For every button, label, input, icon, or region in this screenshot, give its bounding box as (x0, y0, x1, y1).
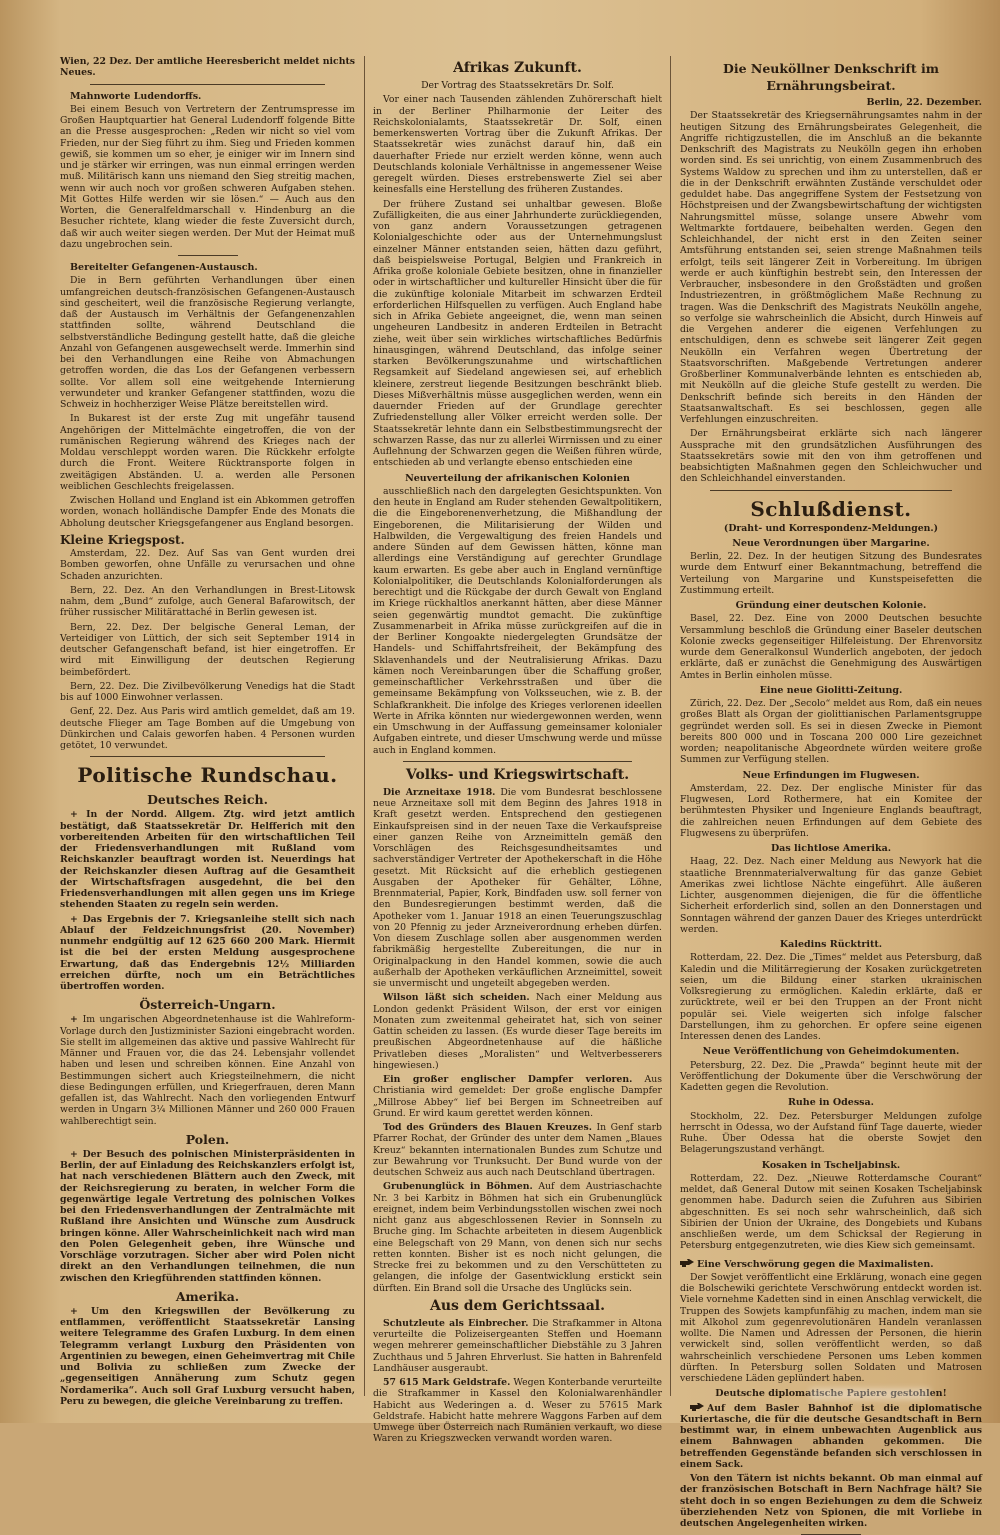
schluss-item-text: Stockholm, 22. Dez. Petersburger Meldungen zufolge herrscht in Odessa, wo der Aufstand fünf Tage dauerte, wieder Ruhe. Über Odessa hat die oberste Sowjet den Belagerungszustand verhängt. (680, 1110, 982, 1156)
divider (403, 761, 632, 762)
oesterreich-heading: Österreich-Ungarn. (139, 997, 276, 1013)
verschwoerung-body: Der Sowjet veröffentlicht eine Erklärung, wonach eine gegen die Bolschewiki gerichtete Verschwörung entdeckt worden ist. Viele vornehme Kadetten sind in einen Anschlag verwickelt, die Truppen des Sowjets kampfunfähig zu machen, indem man sie mit Alkohol zum gegenrevolutionären Handeln veranlassen wollte. Die Namen und Adressen der Personen, die hierin verwickelt sind, sollen veröffentlicht werden, so daß wahrscheinlich verschiedene Personen ums Leben kommen dürften. In Petersburg sollen Soldaten und Matrosen verschiedene Läden geplündert haben. (680, 1271, 982, 1384)
gefangenen-body-1: Die in Bern geführten Verhandlungen über einen umfangreichen deutsch-französischen Gefangenen-Austausch sind gescheitert, weil die französische Regierung verlangte, daß der Austausch im Verhältnis der Gefangenenzahlen stattfinden sollte, während Deutschland die selbstverständliche Bedingung gestellt hatte, daß die gleiche Anzahl von Gefangenen ausgewechselt werde. Immerhin sind bei den Verhandlungen eine Reihe von Abmachungen getroffen worden, die das Los der Gefangenen verbessern sollte. Vor allem soll eine weitgehende Internierung verwundeter und kranker Gefangener stattfinden, wozu die Schweiz in hochherziger Weise Plätze bereitstellen wird. (60, 275, 355, 410)
schluss-item-title: Neue Verordnungen über Margarine. (732, 537, 930, 549)
item-text: Wegen Konterbande verurteilte die Strafkammer in Kassel den Kolonialwarenhändler Habicht aus Wederingen a. d. Weser zu 57615 Mark Geldstrafe. Habicht hatte mehrere Waggons Farben auf dem Umwege über Österreich nach Rumänien verkauft, wo diese Waren zu Kriegszwecken verwandt worden waren. (373, 1377, 662, 1445)
item-lead: Grubenunglück in Böhmen. (383, 1181, 533, 1193)
schluss-item-title: Neue Veröffentlichung von Geheimdokumenten. (702, 1046, 960, 1058)
schluss-item-title: Kosaken in Tscheljabinsk. (761, 1159, 901, 1171)
item-lead: Schutzleute als Einbrecher. (383, 1317, 529, 1329)
papiere-body-text: Auf dem Basler Bahnhof ist die diplomatische Kuriertasche, die für die deutsche Gesandtschaft in Bern bestimmt war, in einem unbewachten Augenblick aus einem Bahnwagen abhanden gekommen. Die betreffenden Gegenstände befanden sich verschlossen in einem Sack. (680, 1402, 982, 1470)
item-lead: Ein großer englischer Dampfer verloren. (383, 1074, 633, 1085)
divider (90, 756, 325, 757)
kriegspost-item: Bern, 22. Dez. Der belgische General Leman, der Verteidiger von Lüttich, der sich seit September 1914 in deutscher Gefangenschaft befand, ist hier eingetroffen. Er wird mit Einwilligung der deutschen Regierung beimbefördert. (60, 621, 355, 678)
gericht-item (373, 1377, 662, 1445)
verschwoerung-heading (680, 1258, 982, 1270)
item-text: Nach einer Meldung aus London gedenkt Präsident Wilson, der erst vor einigen Monaten zum zweitenmal geheiratet hat, sich von seiner Gattin scheiden zu lassen. (Es wurde dieser Tage bereits im preußischen Abgeordnetenhause auf die häßliche Privatleben dieses „Moralisten“ und Weltverbesserers hingewiesen.) (373, 992, 662, 1071)
gefangenen-body-3: Zwischen Holland und England ist ein Abkommen getroffen worden, wonach holländische Dampfer Ende des Monats die Abholung deutscher Kriegsgefangener aus England besorgen. (60, 495, 355, 529)
denkschrift-body-1: Der Staatssekretär des Kriegsernährungsamtes nahm in der heutigen Sitzung des Ernährungsbeirates Gelegenheit, die Angriffe richtigzustellen, die im Anschluß an die bekannte Denkschrift des Magistrats zu Neukölln gegen ihn erhoben worden sind. Es sei unrichtig, von einem Zusammenbruch des Systems Waldow zu sprechen und ihm zu unterstellen, daß er die in der Denkschrift erwähnten Zustände verschuldet oder geduldet habe. Das angegriffene System der Festsetzung von Höchstpreisen und der Zwangsbewirtschaftung der wichtigsten Nahrungsmittel müsse, solange unsere Abwehr vom Weltmarkte fortdauere, beibehalten werden. Gegen den Schleichhandel, der nicht erst in den Zeiten seiner Amtsführung entstanden sei, seien strenge Maßnahmen teils erfolgt, teils seit längerer Zeit in Vorbereitung. Im übrigen werde er auch künftighin bestrebt sein, den Interessen der Verbraucher, insbesondere in den Großstädten und großen Industriezentren, in größtmöglichem Maße Rechnung zu tragen. Was die Denkschrift des Magistrats Neukölln angehe, so verfolge sie wahrscheinlich die Absicht, durch Hinweis auf die Vergehen anderer die eigenen Verfehlungen zu entschuldigen, denn es schwebe seit längerer Zeit gegen Neukölln ein Verfahren wegen Übertretung der Staatsvorschriften. Maßgebende Vertretungen anderer Großberliner Kommunalverbände lehnten es entschieden ab, mit Neukölln auf die gleiche Stufe gestellt zu werden. Die Denkschrift befinde sich bereits in den Händen der Staatsanwaltschaft. Es sei beschlossen, gegen alle Verfehlungen einzuschreiten. (680, 110, 982, 425)
item-lead: Tod des Gründers des Blauen Kreuzes. (383, 1122, 592, 1133)
schluss-item-text: Zürich, 22. Dez. Der „Secolo“ meldet aus Rom, daß ein neues großes Blatt als Organ der giolittianischen Parlamentsgruppe gegründet werden soll. Es sei in diesen Zwecke in Piemont bereits 800 000 und in Toscana 200 000 Lire gezeichnet worden; neapolitanische Abgeordnete würden weitere große Summen zur Verfügung stellen. (680, 698, 982, 766)
schluss-item-title: Gründung einer deutschen Kolonie. (735, 600, 927, 611)
kriegspost-item: Genf, 22. Dez. Aus Paris wird amtlich gemeldet, daß am 19. deutsche Flieger am Tage Bomben auf die Umgebung von Dünkirchen und Calais geworfen haben. 4 Personen wurden getötet, 10 verwundet. (60, 706, 355, 751)
item-lead: Die Arzneitaxe 1918. (383, 786, 496, 798)
volkswirtschaft-item (373, 787, 662, 990)
volkswirtschaft-heading: Volks- und Kriegswirtschaft. (405, 766, 630, 783)
papiere-body-2: Von den Tätern ist nichts bekannt. Ob man einmal auf der französischen Botschaft in Bern Nachfrage hält? Sie steht doch in so engen Beziehungen zu dem die Schweiz überziehenden Netz von Spionen, die mit Vorliebe in deutschen Angelegenheiten wirken. (680, 1473, 982, 1529)
column-middle (364, 56, 670, 1445)
divider (710, 490, 952, 491)
column-layout (60, 56, 982, 1529)
mahnworte-body: Bei einem Besuch von Vertretern der Zentrumspresse im Großen Hauptquartier hat General Ludendorff folgende Bitte an die Presse ausgesprochen: „Reden wir nicht so viel vom Frieden, nur der Sieg führt zu ihm. Sieg und Frieden kommen gewiß, sie kommen um so eher, je einiger wir im Innern sind und je stärker wir erringen, was nun einmal erringen werden muß. Militärisch kann uns niemand den Sieg streitig machen, wenn wir auch noch vor großen schweren Aufgaben stehen. Mit Gottes Hilfe werden wir sie lösen.“ — Auch aus den Worten, die Generalfeldmarschall v. Hindenburg an die Besucher richtete, klang wieder die feste Zuversicht durch, daß wir auch weiter siegen werden. Der Mut der Heimat muß dazu ungebrochen sein. (60, 103, 355, 250)
mahnworte-heading: Mahnworte Ludendorffs. (70, 90, 202, 102)
schluss-heading: Schlußdienst. (750, 496, 912, 521)
item-text: Die vom Bundesrat beschlossene neue Arzneitaxe soll mit dem Beginn des Jahres 1918 in Kraft gesetzt werden. Entsprechend den gestiegenen Einkaufspreisen sind in der neuen Taxe die Verkaufspreise einer ganzen Reihe von Arzneimitteln gemäß den Vorschlägen des Reichsgesundheitsamtes und sachverständiger Vertreter der Apothekerschaft in die Höhe gesetzt. Mit Rücksicht auf die erheblich gestiegenen Ausgaben der Apotheker für Gehälter, Löhne, Brennmaterial, Papier, Kork, Bindfaden usw. soll ferner von den Bundesregierungen bestimmt werden, daß die Apotheker vom 1. Januar 1918 an einen Teuerungszuschlag von 20 Pfennig zu jeder Arzneiverordnung erheben dürfen. Von diesem Zuschlage sollen aber ausgenommen werden fabrikmäßig hergestellte Zubereitungen, die nur in Originalpackung in den Handel kommen, sowie die auch außerhalb der Apotheken verkäuflichen Arzneimittel, soweit sie unvermischt und ungeteilt abgegeben werden. (373, 786, 662, 989)
polen-item: + Der Besuch des polnischen Ministerpräsidenten in Berlin, der auf Einladung des Reichskanzlers erfolgt ist, hat nach verschiedenen Blättern auch den Zweck, mit der Reichsregierung zu beraten, in welcher Form die gegenwärtige legale Vertretung des polnischen Volkes bei den Friedensverhandlungen der Zentralmächte mit Rußland ihre Ansichten und Wünsche zum Ausdruck bringen könne. Aller Wahrscheinlichkeit nach wird man den Polen Gelegenheit geben, ihre Wünsche und Vorschläge vorzutragen. Sicher aber wird Polen nicht direkt an den Verhandlungen teilnehmen, die nun zwischen den Kriegführenden stattfinden können. (60, 1149, 355, 1284)
polen-heading: Polen. (185, 1131, 230, 1147)
schluss-item-title: Kaledins Rücktritt. (779, 939, 883, 950)
gefangenen-body-2: In Bukarest ist der erste Zug mit ungefähr tausend Angehörigen der Mittelmächte eingetroffen, die von der rumänischen Regierung während des Krieges nach der Moldau verschleppt worden waren. Die Rückkehr erfolgte durch die Front. Weitere Rücktransporte folgen in zweitägigen Abständen. U. a. werden alle Personen weiblichen Geschlechts freigelassen. (60, 413, 355, 492)
schluss-item-title: Neue Erfindungen im Flugwesen. (742, 769, 920, 781)
pointing-hand-icon (690, 1402, 704, 1412)
column-left (60, 56, 364, 1407)
schluss-item-text: Amsterdam, 22. Dez. Der englische Minister für das Flugwesen, Lord Rothermere, hat ein Komitee der berühmtesten Physiker und Ingenieure Englands beauftragt, die zahlreichen neuen Erfindungen auf dem Gebiete des Flugwesens zu überprüfen. (680, 782, 982, 839)
kriegspost-item: Amsterdam, 22. Dez. Auf Sas van Gent wurden drei Bomben geworfen, ohne Unfälle zu verursachen und ohne Schaden anzurichten. (60, 548, 355, 582)
neuverteilung-heading: Neuverteilung der afrikanischen Kolonien (405, 472, 630, 484)
denkschrift-body-2: Der Ernährungsbeirat erklärte sich nach längerer Aussprache mit den grundsätzlichen Ausführungen des Staatssekretärs sowie mit den von ihm getroffenen und beabsichtigten Maßnahmen gegen den Schleichwucher und den Schleichhandel einverstanden. (680, 428, 982, 485)
afrika-body-1: Vor einer nach Tausenden zählenden Zuhörerschaft hielt in der Berliner Philharmonie der Leiter des Reichskolonialamts, Staatssekretär Dr. Solf, einen bemerkenswerten Vortrag über die Zukunft Afrikas. Der Staatssekretär wies zunächst darauf hin, daß ein dauerhafter Friede nur erzielt werden könne, wenn auch Deutschlands koloniale Verhältnisse in angemessener Weise geregelt würden. Dieses erstrebenswerte Ziel sei aber keinesfalls eine Herstellung des früheren Zustandes. (373, 94, 662, 196)
amerika-heading: Amerika. (175, 1288, 240, 1304)
schluss-item-text: Berlin, 22. Dez. In der heutigen Sitzung des Bundesrates wurde dem Entwurf einer Bekanntmachung, betreffend die Verteilung von Margarine und Kunstspeisefetten die Zustimmung erteilt. (680, 551, 982, 596)
afrika-body-2: Der frühere Zustand sei unhaltbar gewesen. Bloße Zufälligkeiten, die aus einer Jahrhunderte zurückliegenden, von ganz andern Voraussetzungen getragenen Kolonialgeschichte oder aus der Unternehmungslust einzelner Männer entstanden seien, hätten dazu geführt, daß beispielsweise Portugal, Belgien und Frankreich in Afrika große koloniale Gebiete besitzen, ohne in finanzieller oder in wirtschaftlicher und kultureller Hinsicht über die für die zukünftige koloniale Mitarbeit im schwarzen Erdteil erforderlichen Hilfsquellen zu verfügen. Auch England habe sich in Afrika Gebiete angeeignet, die, wenn man seinen ungeheuren Landbesitz in anderen Erdteilen in Betracht ziehe, weit über sein wirkliches wirtschaftliches Bedürfnis hinausgingen, während Deutschland, das infolge seiner starken Bevölkerungszunahme und wirtschaftlichen Regsamkeit auf Siedeland angewiesen sei, auf erheblich kleinere, zerstreut liegende Besitzungen beschränkt blieb. Dieses Mißverhältnis müsse ausgeglichen werden, wenn ein dauernder Frieden auf der Grundlage gerechter Zufriedenstellung aller Völker erreicht werden solle. Der Staatssekretär lehnte dann ein Selbstbestimmungsrecht der schwarzen Rasse, das nur zu allerlei Wirrnissen und zu einer Auflehnung der Schwarzen gegen die Weißen führen würde, entschieden ab und verlangte ebenso entschieden eine (373, 198, 662, 469)
reich-item: + Das Ergebnis der 7. Kriegsanleihe stellt sich nach Ablauf der Feldzeichnungsfrist (20. November) nunmehr endgültig auf 12 625 660 200 Mark. Hiermit ist die bei der ersten Meldung ausgesprochene Erwartung, daß das Endergebnis 12½ Milliarden erreichen dürfte, noch um ein Beträchtliches übertroffen worden. (60, 914, 355, 993)
item-text: Aus Christiania wird gemeldet: Der große englische Dampfer „Millrose Abbey“ lief bei Bergen im Schneetreiben auf Grund. Er wird kaum gerettet werden können. (373, 1074, 662, 1119)
divider (90, 84, 325, 85)
reich-heading: Deutsches Reich. (147, 792, 268, 808)
pointing-hand-icon (680, 1258, 694, 1268)
kriegspost-item: Bern, 22. Dez. Die Zivilbevölkerung Venedigs hat die Stadt bis auf 1000 Einwohner verlassen. (60, 680, 355, 703)
denkschrift-heading: Die Neuköllner Denkschrift im Ernährungsbeirat. (723, 61, 939, 93)
schluss-item-text: Rotterdam, 22. Dez. „Nieuwe Rotterdamsche Courant“ meldet, daß General Dutow mit seinen Kosaken Tscheljabinsk genommen habe. Dadurch seien die Zufuhren aus Sibirien abgeschnitten. Es sei noch sehr wahrscheinlich, daß sich Sibirien der Union der Ukraine, des Dongebiets und Kubans anschließen werde, um dem Schicksal der Regierung in Petersburg entgegenzutreten, wie dies Kiew sich gemeinsamt. (680, 1172, 982, 1252)
item-lead: Wilson läßt sich scheiden. (383, 992, 530, 1004)
afrika-heading: Afrikas Zukunft. (453, 60, 582, 76)
rundschau-heading: Politische Rundschau. (77, 763, 338, 788)
schluss-item-text: Petersburg, 22. Dez. Die „Prawda“ beginnt heute mit der Veröffentlichung der Dokumente über die Verschwörung der Kadetten gegen die Revolution. (680, 1059, 982, 1093)
item-text: Die Strafkammer in Altona verurteilte die Polizeisergeanten Steffen und Hoemann wegen mehrerer gemeinschaftlicher Diebstähle zu 3 Jahren Zuchthaus und 5 Jahren Ehrverlust. Sie hatten in Bahrenfeld Landhäuser ausgeraubt. (373, 1317, 662, 1374)
denkschrift-dateline: Berlin, 22. Dezember. (866, 97, 982, 108)
volkswirtschaft-item (373, 1074, 662, 1119)
kriegspost-item: Bern, 22. Dez. An den Verhandlungen in Brest-Litowsk nahm, dem „Bund“ zufolge, auch General Bafarowitsch, der früher russischer Militärattaché in Berlin gewesen ist. (60, 584, 355, 619)
afrika-body-3: ausschließlich nach den dargelegten Gesichtspunkten. Von den heute in England am Ruder stehenden Gewaltpolitikern, die die Eingeborenenverhetzung, die Mißhandlung der Eingeborenen, die Militarisierung der Wilden und Halbwilden, die Vergewaltigung des freien Handels und andere Sünden auf dem Gewissen hätten, könne man allerdings eine Verständigung auf gerechter Grundlage kaum erwarten. Es gebe aber auch in England vernünftige Kolonialpolitiker, die Deutschlands Kolonialforderungen als berechtigt und die Rückgabe der durch Gewalt von England im Kriege rückhaltlos anerkannt hätten, aber diese Männer seien gegenwärtig mundtot gemacht. Die zukünftige Zusammenarbeit in Afrika müsse zurückgreifen auf die in der Berliner Kongoakte niedergelegten Grundsätze der Handels- und Schiffahrtsfreiheit, der Bekämpfung des Sklavenhandels und der Neutralisierung Afrikas. Dazu kämen noch Vereinbarungen über die Schaffung großer, gemeinschaftlicher Verkehrsstraßen und über die gemeinsame Bekämpfung von Volksseuchen, wie z. B. der Schlafkrankheit. Die infolge des Krieges verlorenen ideellen Werte in Afrika könnten nur wiedergewonnen werden, wenn ein Umschwung in der Auffassung gemeinsamer kolonialer Aufgaben eintrete, und dieser Umschwung werde und müsse auch in England kommen. (373, 485, 662, 756)
schluss-item-text: Rotterdam, 22. Dez. Die „Times“ meldet aus Petersburg, daß Kaledin und die Militärregierung der Kosaken zurückgetreten seien, um die Bildung einer starken ukrainischen Volksregierung zu ermöglichen. Kaledin erklärte, daß er zurücktrete, weil er bei den Truppen an der Front nicht populär sei. Viele weigerten sich infolge falscher Darstellungen, ihm zu gehorchen. Er opfere seine eigenen Interessen denen des Landes. (680, 952, 982, 1042)
volkswirtschaft-item (373, 1181, 662, 1294)
paper-stain (810, 1388, 930, 1400)
afrika-subheading: Der Vortrag des Staatssekretärs Dr. Solf. (421, 80, 614, 91)
schluss-subheading: (Draht- und Korrespondenz-Meldungen.) (723, 522, 939, 534)
schluss-item-text: Haag, 22. Dez. Nach einer Meldung aus Newyork hat die staatliche Brennmaterialverwaltung für das ganze Gebiet Amerikas zwei lichtlose Nächte eingeführt. Alle äußeren Lichter, ausgenommen diejenigen, die für die öffentliche Sicherheit erforderlich sind, sollen an den Donnerstagen und Sonntagen während der ganzen Dauer des Krieges unterdrückt werden. (680, 856, 982, 935)
column-right (670, 56, 982, 1529)
schluss-item-title: Ruhe in Odessa. (787, 1097, 874, 1109)
item-text: Auf dem Austriaschachte Nr. 3 bei Karbitz in Böhmen hat sich ein Grubenunglück ereignet, indem beim Verbindungsstollen wischen zwei noch nicht ganz aus abgeschlossenen Revier in Sonnseln zu Bruche ging. Im Schachte arbeiteten in diesem Augenblick eine Belegschaft von 29 Mann, von denen sich nur sechs retten konnten. Bisher ist es noch nicht gelungen, die Strecke frei zu bekommen und zu den Verschütteten zu gelangen, die infolge der Gasentwicklung erstickt sein dürften. Ein Brand soll die Ursache des Unglücks sein. (373, 1181, 662, 1294)
schluss-item-title: Das lichtlose Amerika. (770, 843, 892, 854)
item-text: In Genf starb Pfarrer Rochat, der Gründer des unter dem Namen „Blaues Kreuz“ bekannten internationalen Bundes zum Schutze und zur Bewahrung vor Trunksucht. Der Bund wurde von der deutschen Schweiz aus auch nach Deutschland übertragen. (373, 1122, 662, 1178)
kriegspost-heading: Kleine Kriegspost. (60, 532, 185, 547)
oesterreich-item: + Im ungarischen Abgeordnetenhause ist die Wahlreform-Vorlage durch den Justizminister Sazioni eingebracht worden. Sie stellt im allgemeinen das aktive und passive Wahlrecht für Männer und Frauen vor, die das 24. Lebensjahr vollendet haben und lesen und schreiben können. Eine Anzahl von Bestimmungen sichert auch Kriegsteilnehmern, die nicht diese Bedingungen erfüllen, und Kriegerfrauen, deren Mann gefallen ist, das Wahlrecht. Nach den vorliegenden Entwurf werden in Ungarn 3¼ Millionen Männer und 260 000 Frauen wahlberechtigt sein. (60, 1014, 355, 1127)
item-lead: 57 615 Mark Geldstrafe. (383, 1377, 511, 1388)
papiere-heading: Deutsche diplomatische Papiere gestohlen! (715, 1388, 947, 1400)
amerika-item: + Um den Kriegswillen der Bevölkerung zu entflammen, veröffentlicht Staatssekretär Lansing weitere Telegramme des Grafen Luxburg. In dem einen Telegramm verlangt Luxburg den Präsidenten von Argentinien zu bewegen, einen Geheimvertrag mit Chile und Bolivia zu schließen zum Zwecke der „gegenseitigen Annäherung zum Schutz gegen Nordamerika“. Auch soll Graf Luxburg versucht haben, Peru zu bewegen, die gleiche Vereinbarung zu treffen. (60, 1306, 355, 1407)
volkswirtschaft-item (373, 1122, 662, 1178)
divider (178, 255, 238, 256)
verschwoerung-heading-text: Eine Verschwörung gegen die Maximalisten. (697, 1258, 934, 1270)
gefangenen-heading: Bereitelter Gefangenen-Austausch. (70, 262, 258, 273)
schluss-item-title: Eine neue Giolitti-Zeitung. (759, 684, 903, 696)
gericht-heading: Aus dem Gerichtssaal. (429, 1297, 605, 1314)
volkswirtschaft-item (373, 992, 662, 1071)
papiere-body (680, 1402, 982, 1471)
schluss-item-text: Basel, 22. Dez. Eine von 2000 Deutschen besuchte Versammlung beschloß die Gründung einer Baseler deutschen Kolonie zwecks gegenseitiger Hilfeleistung. Der Ehrenvorsitz wurde dem Generalkonsul Wunderlich angeboten, der jedoch erklärte, daß er zunächst die Genehmigung des Auswärtigen Amtes in Berlin einholen müsse. (680, 613, 982, 681)
wien-report: Wien, 22 Dez. Der amtliche Heeresbericht meldet nichts Neues. (60, 56, 355, 79)
gericht-item (373, 1318, 662, 1374)
reich-item: + In der Nordd. Allgem. Ztg. wird jetzt amtlich bestätigt, daß Staatssekretär Dr. Helfferich mit den vorbereitenden Arbeiten für den wirtschaftlichen Teil der Friedensverhandlungen mit Rußland vom Reichskanzler beauftragt worden ist. Neuerdings hat der Reichskanzler diesen Auftrag auf die Gesamtheit der Wirtschaftsfragen ausgedehnt, die bei den Friedensverhandlungen mit allen gegen uns im Kriege stehenden Staaten zu regeln sein werden. (60, 809, 355, 910)
